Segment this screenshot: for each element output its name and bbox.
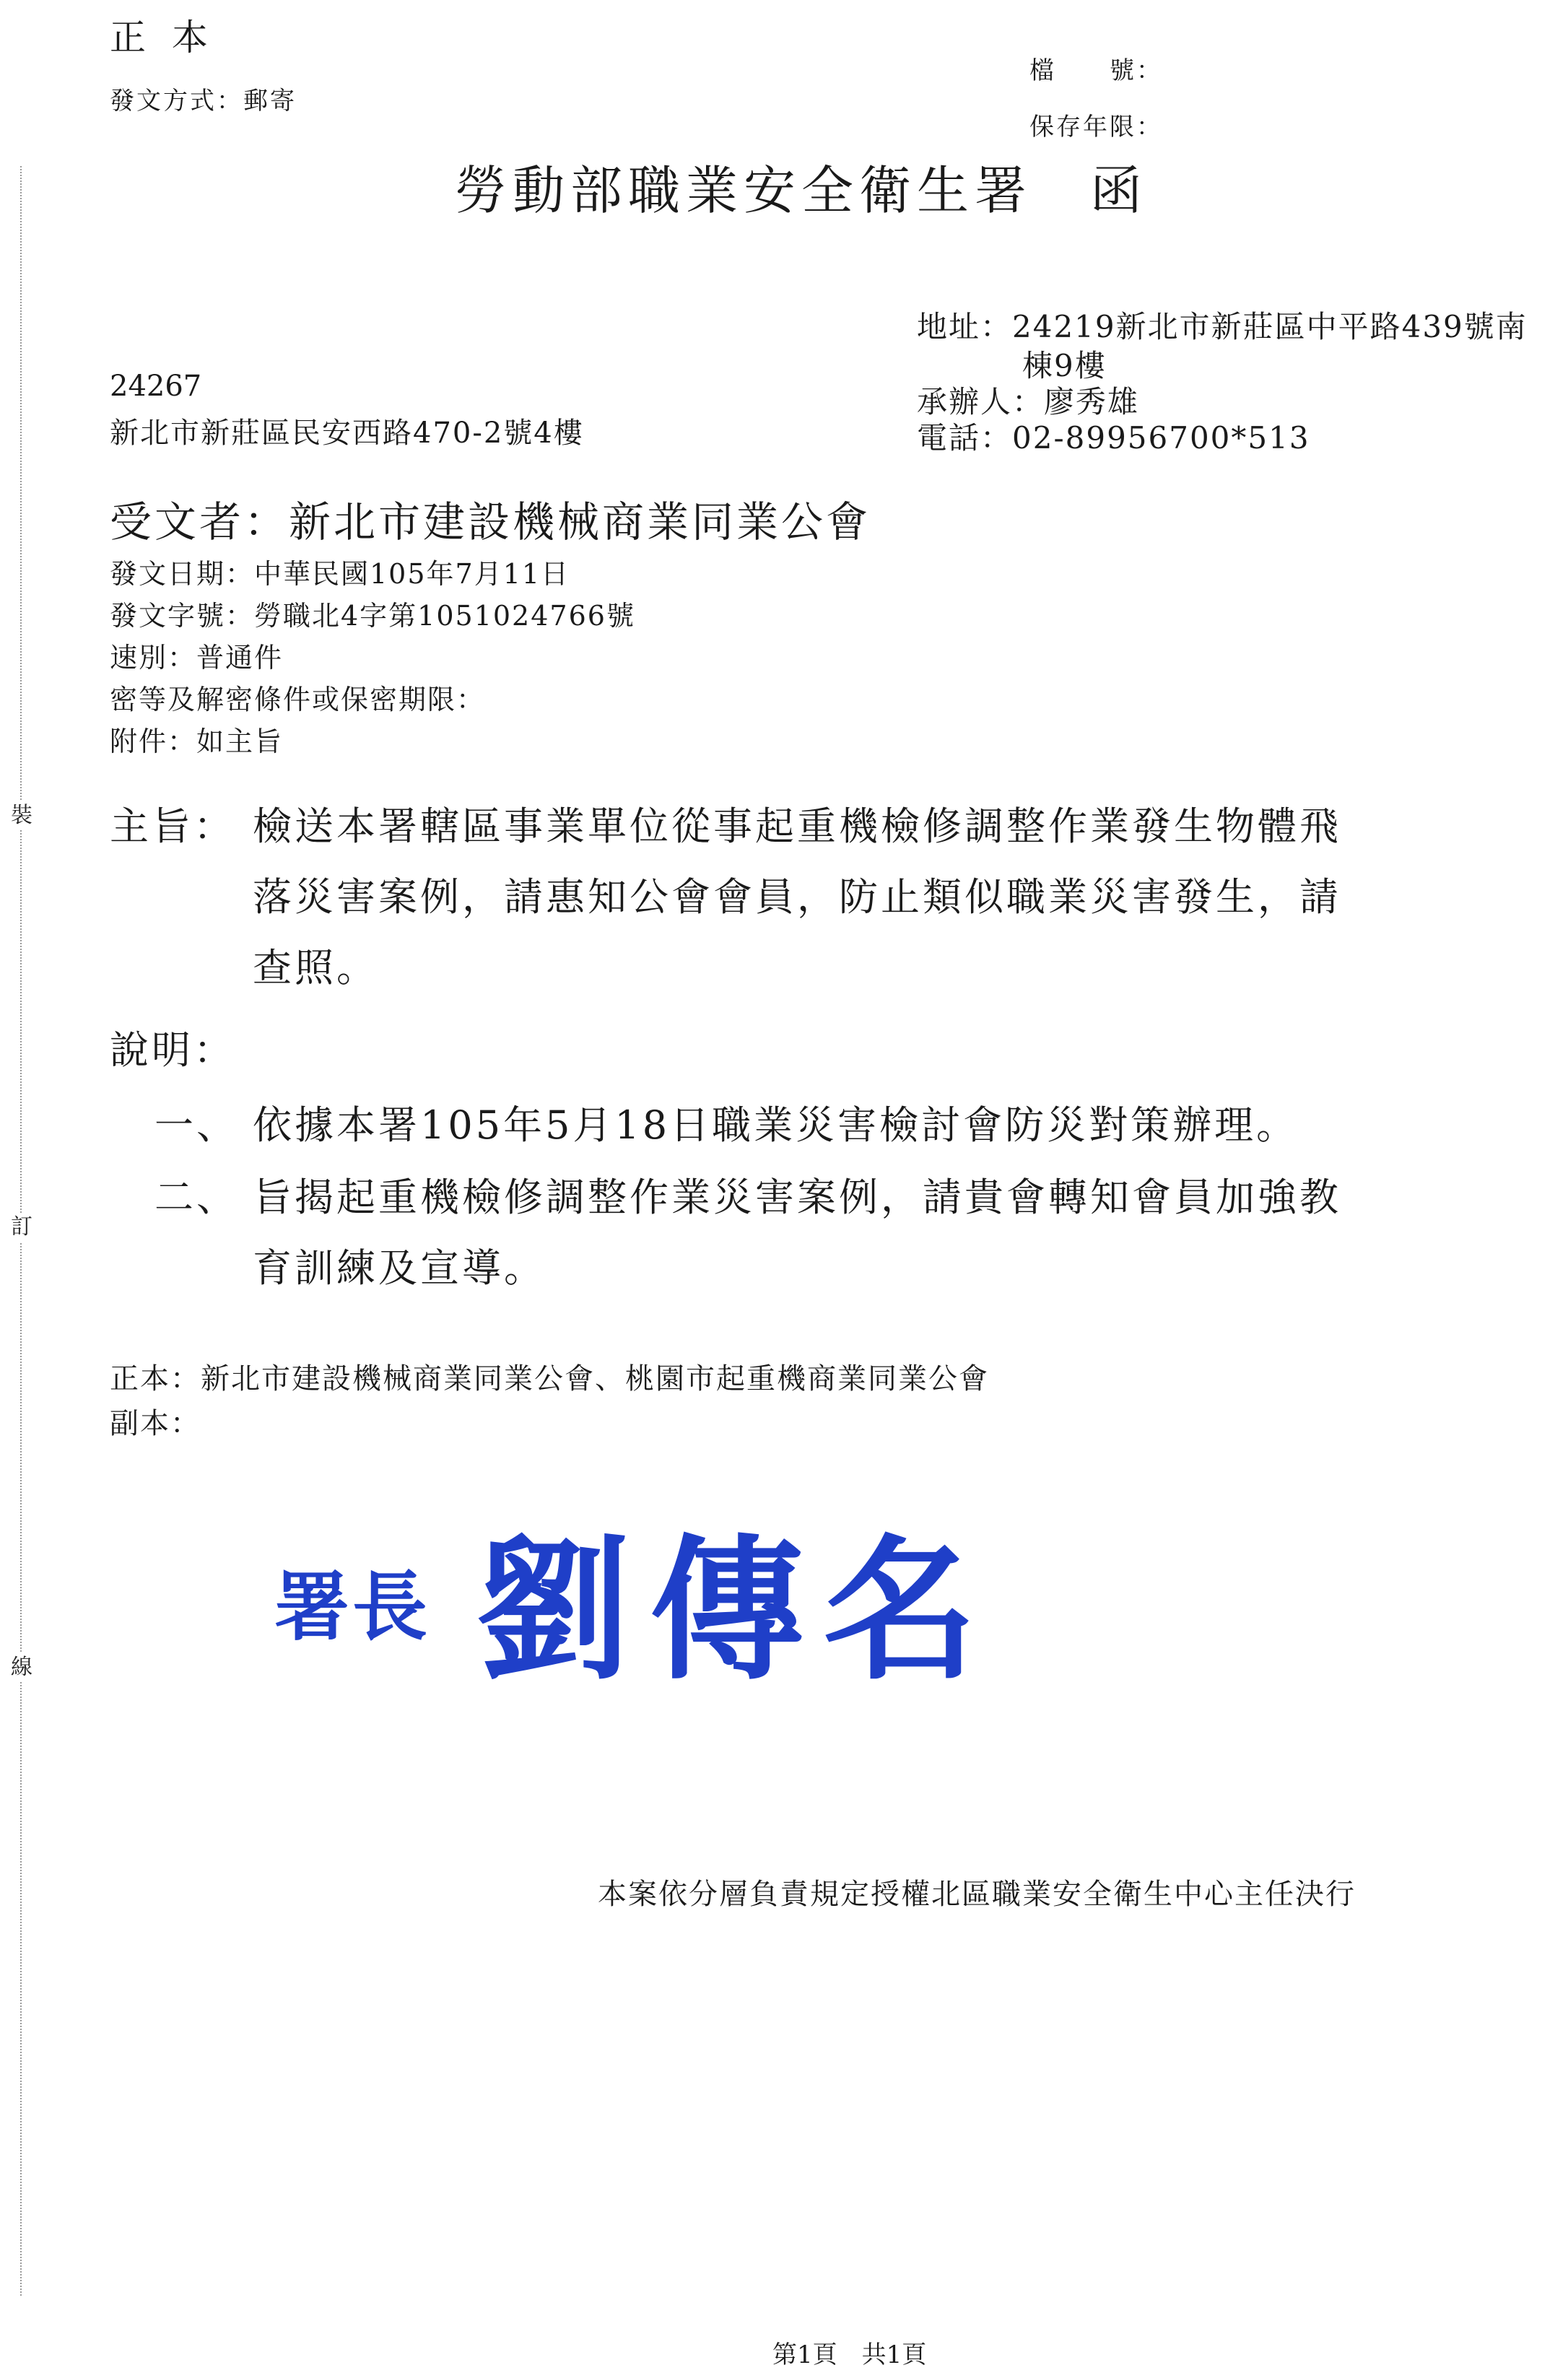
item-number: 二、 (154, 1175, 238, 1220)
secrecy-level: 密等及解密條件或保密期限： (110, 684, 486, 715)
delivery-speed: 速別：普通件 (110, 642, 284, 674)
recipient: 受文者：新北市建設機械商業同業公會 (110, 497, 871, 546)
sender-contact: 承辦人：廖秀雄 (917, 384, 1140, 419)
binding-mark-ding: 訂 (9, 1213, 35, 1242)
signature-name: 劉傳名 (476, 1520, 996, 1701)
sender-phone: 電話：02-89956700*513 (917, 420, 1310, 456)
item-number: 一、 (154, 1102, 238, 1148)
explanation-item-2 (154, 1162, 1497, 1304)
subject-label: 主旨： (110, 803, 235, 849)
subject-line: 查照。 (253, 945, 378, 990)
subject-section (110, 791, 1496, 1003)
signature-title: 署長 (274, 1562, 431, 1651)
copy-type-label: 正 本 (110, 17, 215, 58)
document-title: 勞動部職業安全衛生署 函 (455, 160, 1149, 221)
explanation-label: 說明： (110, 1027, 235, 1073)
item-text: 旨揭起重機檢修調整作業災害案例，請貴會轉知會員加強教 (253, 1175, 1341, 1220)
sender-address: 地址：24219新北市新莊區中平路439號南 (917, 309, 1528, 344)
issue-date: 發文日期：中華民國105年7月11日 (110, 558, 570, 590)
subject-line: 檢送本署轄區事業單位從事起重機檢修調整作業發生物體飛 (253, 803, 1341, 849)
retention-period: 保存年限： (1029, 113, 1163, 141)
attachment: 附件：如主旨 (110, 726, 284, 757)
send-method: 發文方式：郵寄 (110, 87, 297, 116)
sender-address-cont: 棟9樓 (1022, 348, 1107, 383)
binding-mark-xian: 線 (9, 1653, 35, 1682)
file-number: 檔 號： (1029, 56, 1163, 85)
distribution-copy: 副本： (110, 1407, 201, 1440)
binding-mark-zhuang: 裝 (9, 801, 35, 830)
page-indicator: 第1頁 共1頁 (772, 2340, 927, 2369)
explanation-item-1 (154, 1090, 1497, 1161)
item-text: 依據本署105年5月18日職業災害檢討會防災對策辦理。 (253, 1102, 1299, 1148)
document-number: 發文字號：勞職北4字第1051024766號 (110, 600, 635, 632)
recipient-postcode: 24267 (110, 370, 202, 403)
item-text: 育訓練及宣導。 (253, 1245, 546, 1291)
distribution-original: 正本：新北市建設機械商業同業公會、桃園市起重機商業同業公會 (110, 1362, 989, 1395)
subject-line: 落災害案例，請惠知公會會員，防止類似職業災害發生，請 (253, 874, 1341, 920)
authorization-note: 本案依分層負責規定授權北區職業安全衛生中心主任決行 (598, 1878, 1356, 1911)
recipient-street: 新北市新莊區民安西路470-2號4樓 (110, 417, 584, 450)
